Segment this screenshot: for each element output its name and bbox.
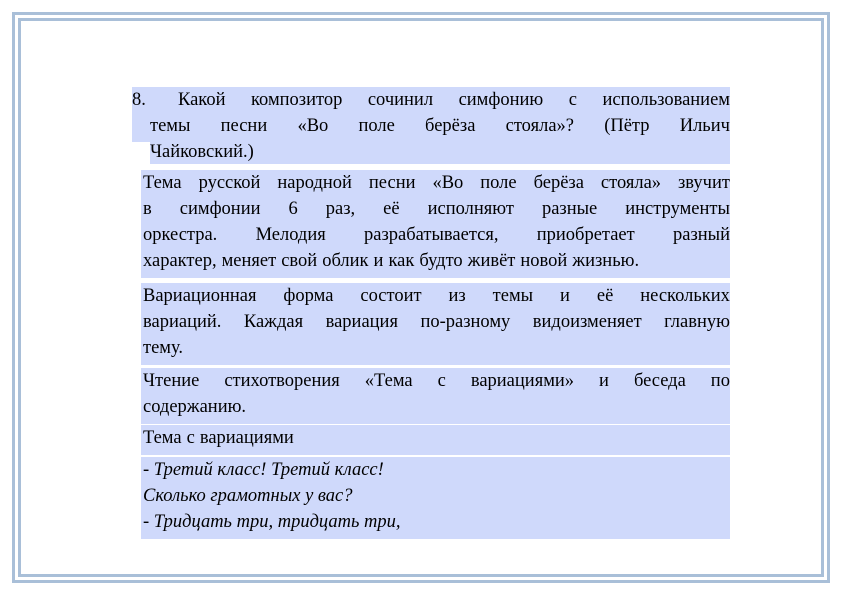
word: новой bbox=[520, 251, 568, 271]
word: симфонии bbox=[179, 199, 261, 219]
word: Какой bbox=[178, 90, 226, 110]
paragraph-line bbox=[143, 248, 730, 274]
word: вариациями bbox=[199, 428, 294, 448]
word: свой bbox=[281, 251, 318, 271]
word: форма bbox=[283, 286, 334, 306]
word: с bbox=[186, 428, 195, 448]
word: Мелодия bbox=[255, 225, 326, 245]
paragraph-line bbox=[143, 335, 730, 361]
word: звучит bbox=[678, 173, 730, 193]
word: содержанию. bbox=[143, 397, 247, 417]
poem-line: - Третий класс! Третий класс! bbox=[143, 460, 384, 480]
word: темы bbox=[492, 286, 534, 306]
word: симфонию bbox=[458, 90, 544, 110]
word: композитор bbox=[251, 90, 343, 110]
word: раз, bbox=[325, 199, 356, 219]
word: будто bbox=[419, 251, 463, 271]
word: Ильич bbox=[679, 116, 730, 136]
word: Тема bbox=[143, 173, 182, 193]
question-line-2 bbox=[150, 113, 730, 139]
word: русской bbox=[198, 173, 261, 193]
word: берёза bbox=[425, 116, 476, 136]
word: из bbox=[448, 286, 466, 306]
word: сочинил bbox=[367, 90, 434, 110]
word: народной bbox=[277, 173, 352, 193]
poem-block bbox=[141, 457, 730, 539]
word: нескольких bbox=[640, 286, 730, 306]
word: тему. bbox=[143, 338, 184, 358]
word: живёт bbox=[467, 251, 516, 271]
paragraph-line bbox=[143, 368, 730, 394]
word: приобретает bbox=[536, 225, 635, 245]
word: разрабатывается, bbox=[364, 225, 499, 245]
word: жизнью. bbox=[572, 251, 640, 271]
paragraph-line bbox=[143, 394, 730, 420]
word: исполняют bbox=[427, 199, 514, 219]
paragraph-line bbox=[143, 170, 730, 196]
word: разные bbox=[541, 199, 598, 219]
word: её bbox=[596, 286, 614, 306]
word: Вариационная bbox=[143, 286, 257, 306]
poem-line: Сколько грамотных у вас? bbox=[143, 486, 353, 506]
paragraph-variation-form bbox=[141, 283, 730, 365]
question-line-1 bbox=[178, 87, 730, 113]
poem-line: - Тридцать три, тридцать три, bbox=[143, 512, 401, 532]
word: Каждая bbox=[243, 312, 304, 332]
paragraph-line bbox=[143, 309, 730, 335]
word: и bbox=[599, 371, 609, 391]
word: Чтение bbox=[143, 371, 200, 391]
word: (Пётр bbox=[604, 116, 650, 136]
paragraph-poem-title bbox=[141, 425, 730, 455]
word: и bbox=[373, 251, 384, 271]
paragraph-theme-in-symphony bbox=[141, 170, 730, 278]
word: по bbox=[710, 371, 730, 391]
word: инструменты bbox=[625, 199, 730, 219]
word: с bbox=[437, 371, 446, 391]
paragraph-line bbox=[143, 196, 730, 222]
question-number: 8. bbox=[132, 90, 146, 110]
word: 6 bbox=[288, 199, 298, 219]
word: вариаций. bbox=[143, 312, 222, 332]
word: видоизменяет bbox=[532, 312, 642, 332]
word: облик bbox=[322, 251, 369, 271]
word: вариациями» bbox=[470, 371, 575, 391]
word: «Тема bbox=[364, 371, 413, 391]
word: меняет bbox=[221, 251, 277, 271]
question-block bbox=[132, 87, 730, 164]
word: в bbox=[143, 199, 152, 219]
word: Тема bbox=[143, 428, 182, 448]
word: беседа bbox=[633, 371, 686, 391]
word: с bbox=[568, 90, 577, 110]
word: темы bbox=[150, 116, 191, 136]
word: оркестра. bbox=[143, 225, 218, 245]
word: «Во bbox=[297, 116, 329, 136]
word: состоит bbox=[360, 286, 422, 306]
word: разный bbox=[672, 225, 730, 245]
word: песни bbox=[220, 116, 268, 136]
word: главную bbox=[664, 312, 730, 332]
word: стихотворения bbox=[224, 371, 340, 391]
paragraph-line bbox=[143, 425, 730, 451]
word: характер, bbox=[143, 251, 217, 271]
word: и bbox=[560, 286, 570, 306]
paragraph-poem-reading bbox=[141, 368, 730, 424]
word: поле bbox=[480, 173, 517, 193]
word: как bbox=[388, 251, 415, 271]
question-line-3: Чайковский.) bbox=[150, 142, 254, 162]
word: её bbox=[383, 199, 400, 219]
word: поле bbox=[358, 116, 395, 136]
word: вариация bbox=[325, 312, 398, 332]
word: использованием bbox=[602, 90, 730, 110]
word: «Во bbox=[432, 173, 464, 193]
word: берёза bbox=[533, 173, 584, 193]
word: песни bbox=[368, 173, 416, 193]
word: по-разному bbox=[420, 312, 511, 332]
word: стояла»? bbox=[505, 116, 574, 136]
paragraph-line bbox=[143, 283, 730, 309]
paragraph-line bbox=[143, 222, 730, 248]
word: стояла» bbox=[600, 173, 662, 193]
